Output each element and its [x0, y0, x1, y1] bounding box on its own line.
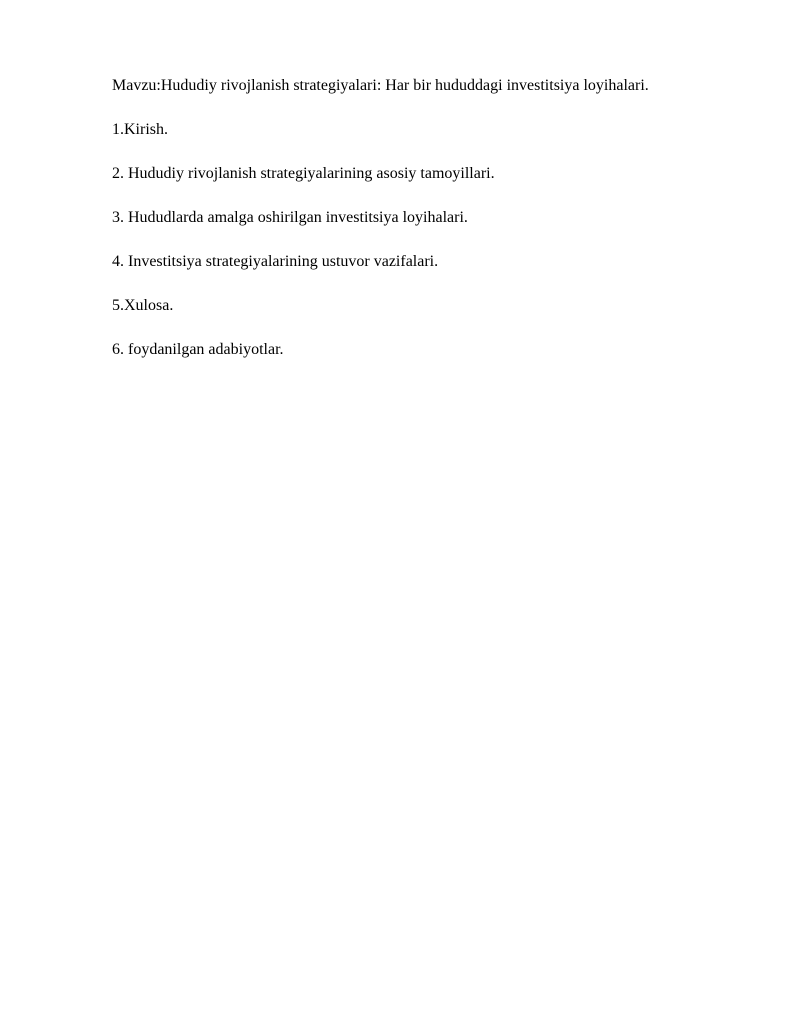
document-body — [112, 73, 772, 381]
list-item-introduction: 1.Kirish. — [112, 121, 168, 138]
list-item-principles: 2. Hududiy rivojlanish strategiyalarining asosiy tamoyillari. — [112, 165, 495, 182]
list-item-priority-tasks: 4. Investitsiya strategiyalarining ustuvor vazifalari. — [112, 253, 439, 270]
list-item-investment-projects: 3. Hududlarda amalga oshirilgan investitsiya loyihalari. — [112, 209, 468, 226]
document-title: Mavzu:Hududiy rivojlanish strategiyalari: Har bir hududdagi investitsiya loyihalari. — [112, 77, 649, 94]
list-item-references: 6. foydanilgan adabiyotlar. — [112, 341, 284, 358]
list-item-conclusion: 5.Xulosa. — [112, 297, 174, 314]
